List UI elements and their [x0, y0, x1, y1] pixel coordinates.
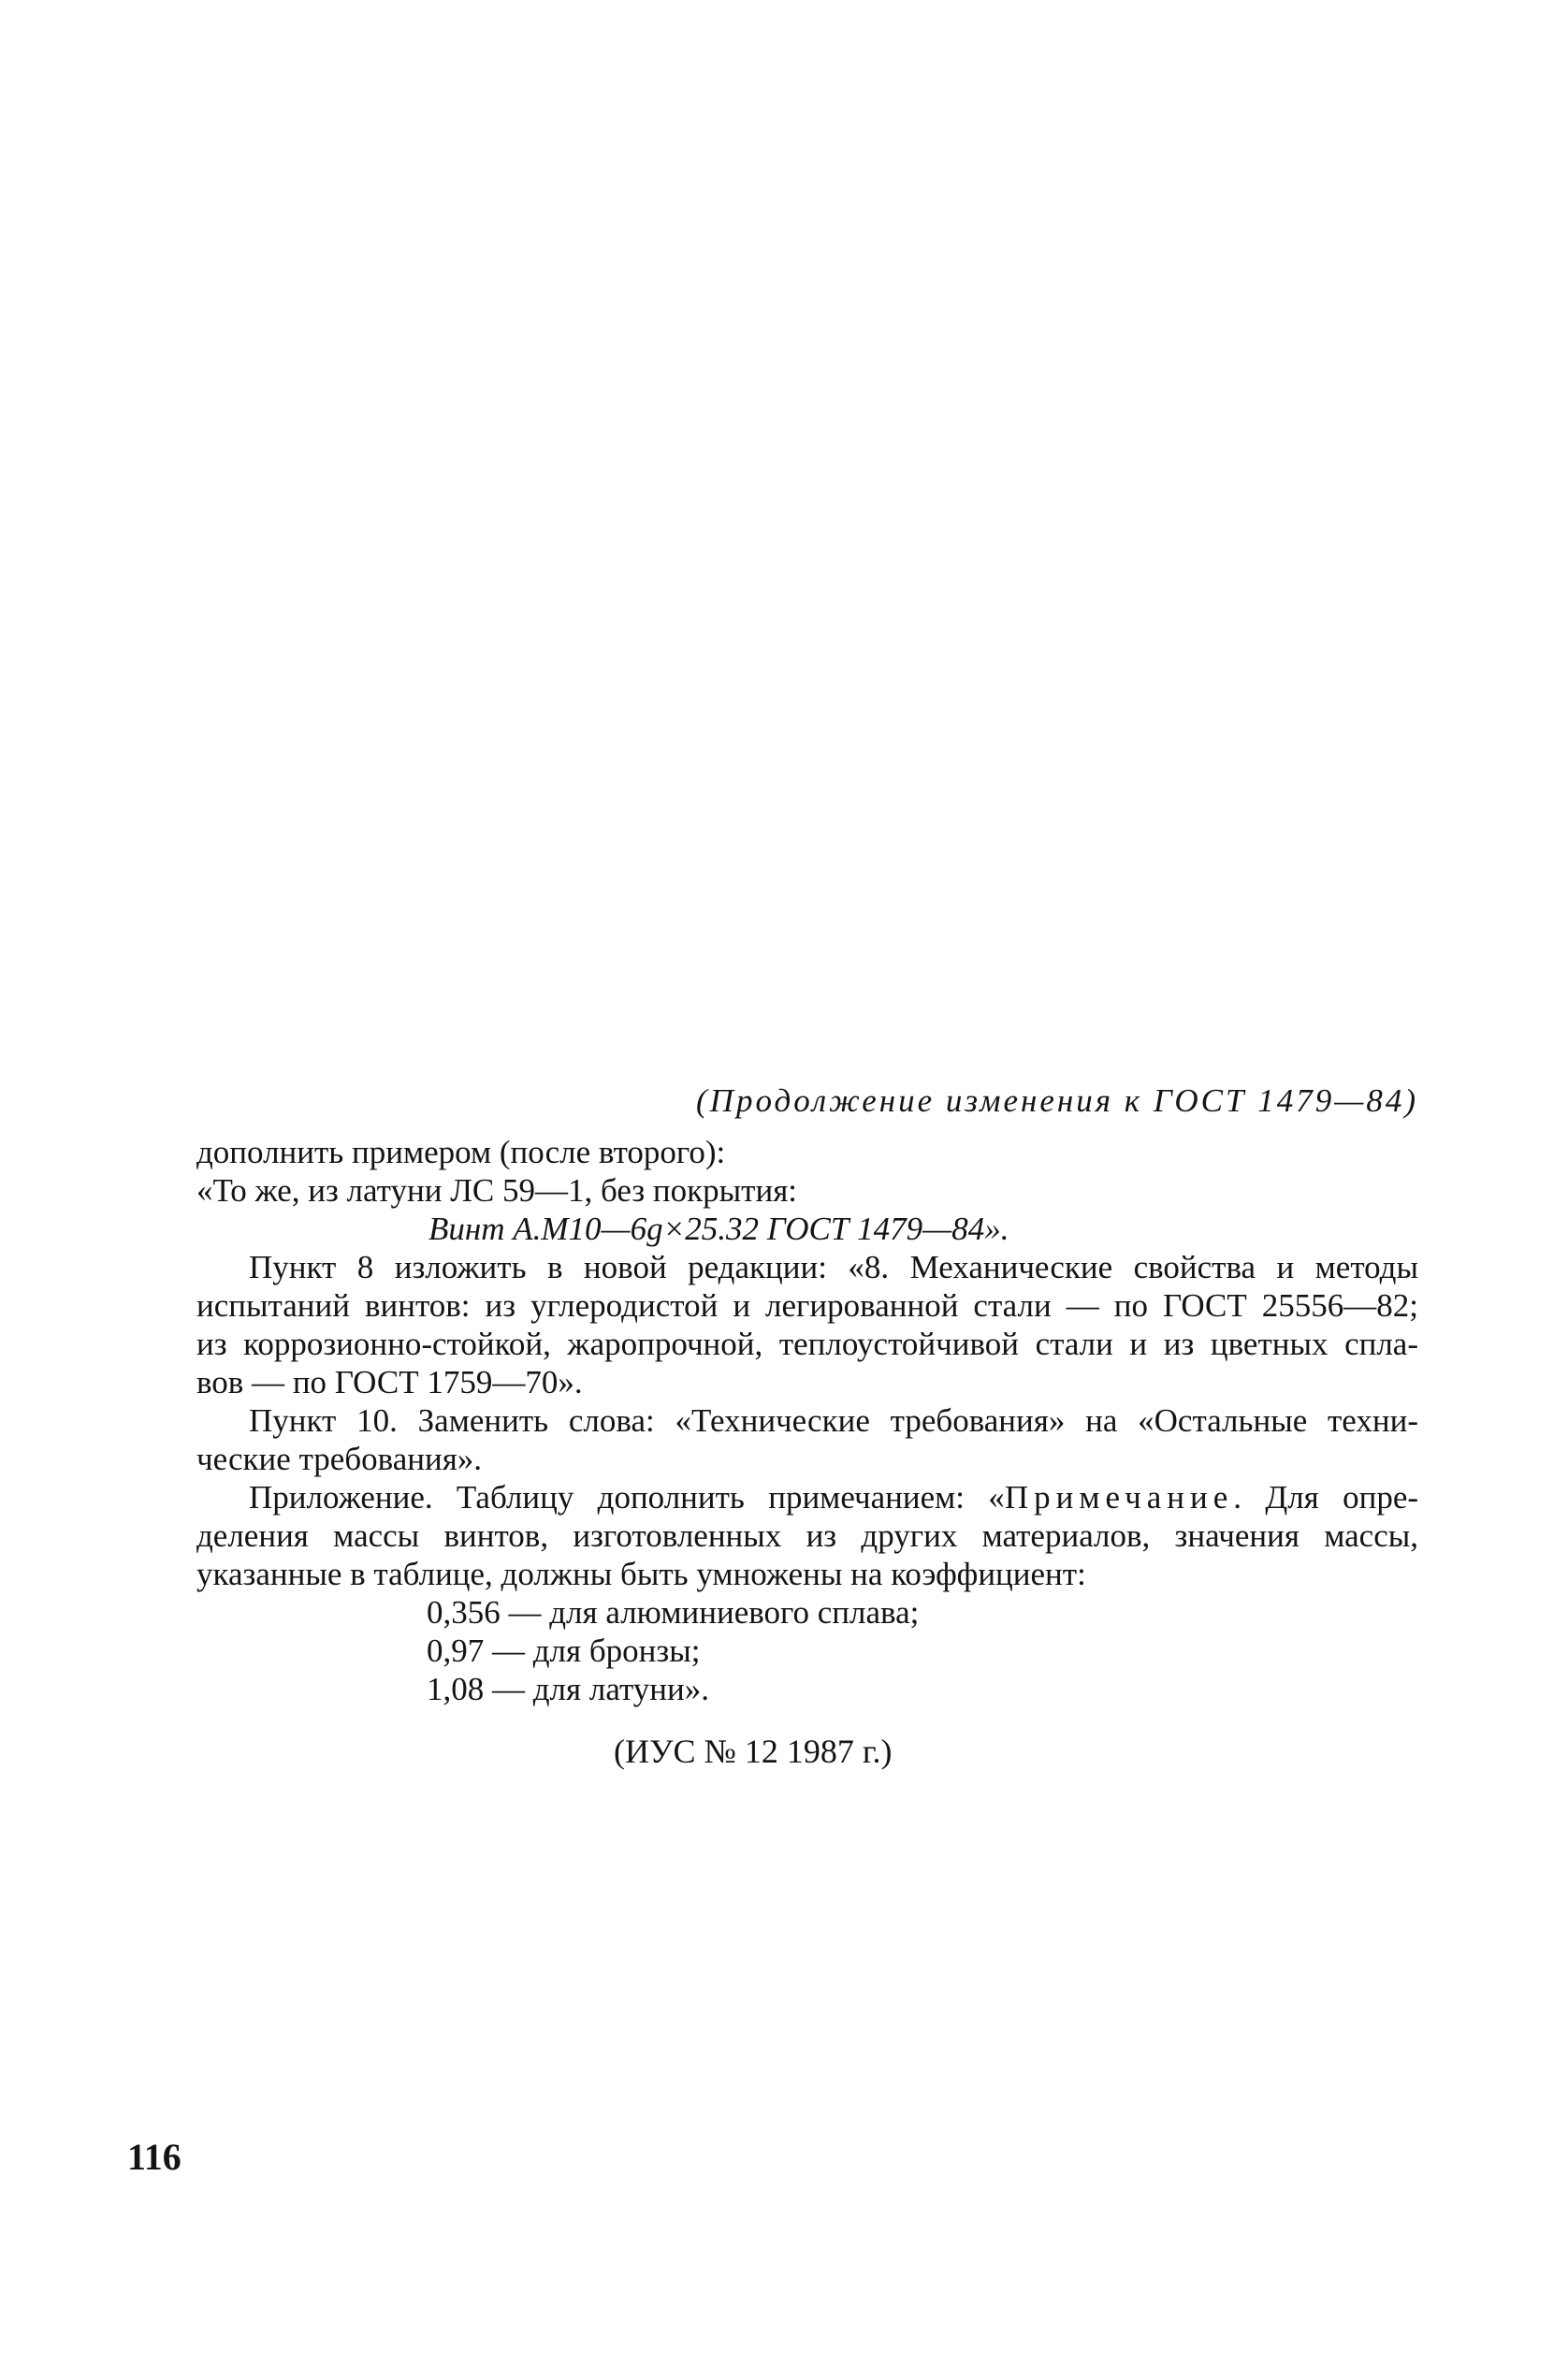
text-line: Пункт 10. Заменить слова: «Технические требования» на «Остальные техни-: [249, 1402, 1418, 1439]
text-line: испытаний винтов: из углеродистой и легированной стали — по ГОСТ 25556—82;: [196, 1287, 1418, 1324]
text-line: дополнить примером (после второго):: [196, 1134, 726, 1170]
text-line: ческие требования».: [196, 1441, 483, 1477]
text-line: указанные в таблице, должны быть умножены на коэффициент:: [196, 1556, 1086, 1592]
coefficient-line: 0,97 — для бронзы;: [427, 1632, 701, 1669]
text-fragment: Приложение. Таблицу дополнить примечанием: «: [249, 1479, 1005, 1516]
source-reference: (ИУС № 12 1987 г.): [614, 1733, 893, 1770]
designation-example: Винт А.М10—6g×25.32 ГОСТ 1479—84».: [428, 1211, 1009, 1247]
text-line: Пункт 8 изложить в новой редакции: «8. Механические свойства и методы: [249, 1249, 1418, 1285]
text-fragment: . Для опре-: [1233, 1479, 1419, 1516]
text-line: деления массы винтов, изготовленных из других материалов, значения массы,: [196, 1517, 1418, 1554]
amendment-text: [196, 1081, 1418, 1771]
text-line: из коррозионно-стойкой, жаропрочной, теплоустойчивой стали и из цветных спла-: [196, 1326, 1418, 1362]
coefficient-line: 0,356 — для алюминиевого сплава;: [427, 1594, 920, 1631]
note-label: Примечание: [1004, 1479, 1234, 1516]
text-line: «То же, из латуни ЛС 59—1, без покрытия:: [196, 1172, 798, 1209]
page-number: 116: [127, 2136, 181, 2178]
coefficient-line: 1,08 — для латуни».: [427, 1671, 710, 1707]
running-header: (Продолжение изменения к ГОСТ 1479—84): [696, 1082, 1418, 1119]
text-line: вов — по ГОСТ 1759—70».: [196, 1364, 583, 1400]
text-line: [196, 1478, 1418, 1516]
